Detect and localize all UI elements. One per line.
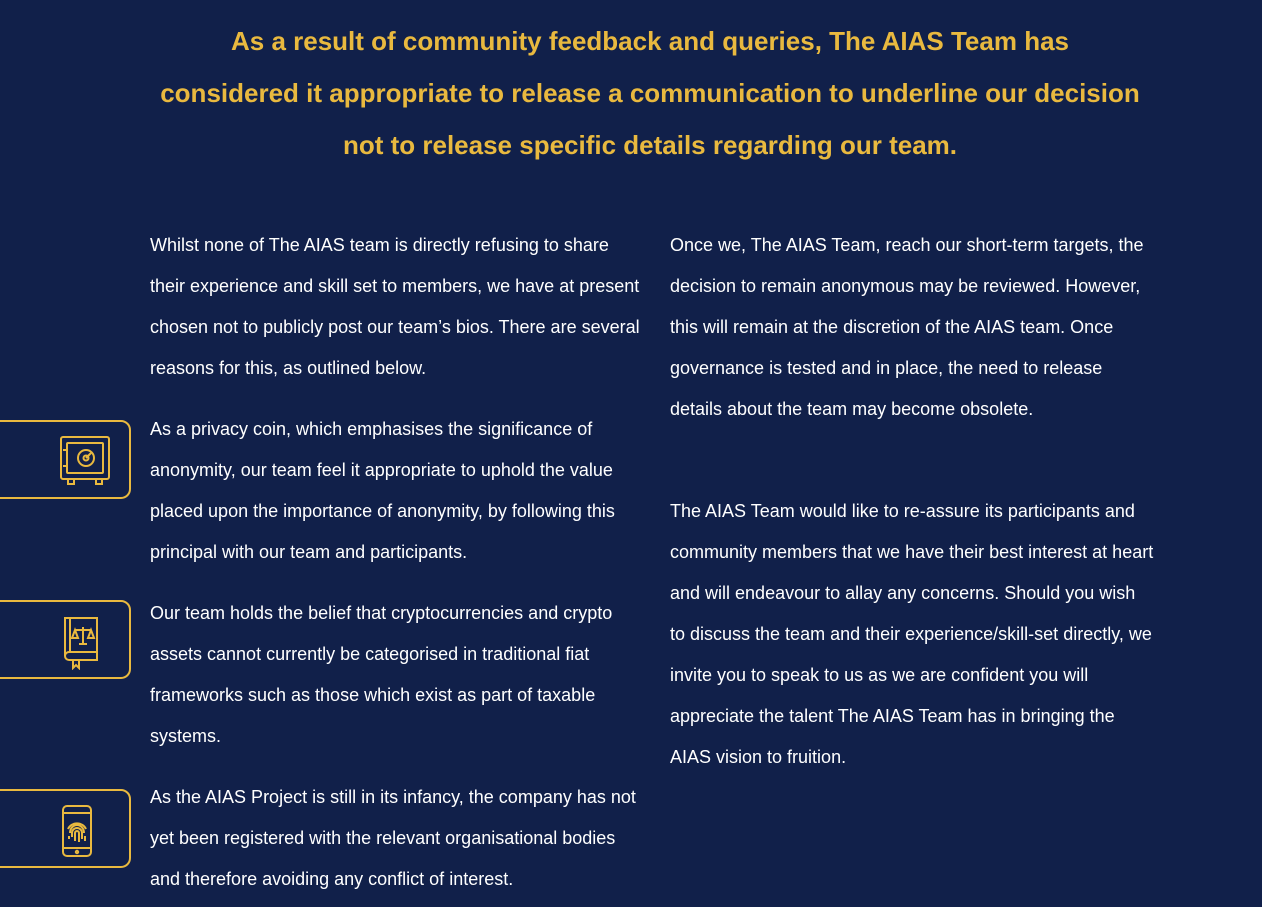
intro-paragraph: Whilst none of The AIAS team is directly refusing to share their experience and skill set to members, we have at present chosen not to publicly post our team’s bios. There are several reasons for this, as outlined below. — [150, 235, 640, 378]
reason-infancy: As the AIAS Project is still in its infancy, the company has not yet been registered with the relevant organisational bodies and therefore avoiding any conflict of interest. — [150, 787, 636, 889]
reason-privacy: As a privacy coin, which emphasises the significance of anonymity, our team feel it appropriate to uphold the value placed upon the importance of anonymity, by following this principal with our team and participants. — [150, 419, 615, 562]
safe-icon — [59, 434, 111, 488]
fingerprint-phone-icon — [59, 803, 95, 859]
safe-icon-box — [0, 420, 131, 499]
reassurance-paragraph: The AIAS Team would like to re-assure its participants and community members that we have their best interest at heart and will endeavour to allay any concerns. Should you wish to discuss the team and their experience/skill-set directly, we invite you to speak to us as we are confident you will appreciate the talent The AIAS Team has in bringing the AIAS vision to fruition. — [670, 501, 1154, 767]
reason-crypto-frameworks: Our team holds the belief that cryptocurrencies and crypto assets cannot currently be categorised in traditional fiat frameworks such as those which exist as part of taxable systems. — [150, 603, 613, 746]
law-book-icon-box — [0, 600, 131, 679]
anonymity-review-paragraph: Once we, The AIAS Team, reach our short-term targets, the decision to remain anonymous may be reviewed. However, this will remain at the discretion of the AIAS team. Once governance is tested and in place, the need to release details about the team may become obsolete. — [670, 235, 1144, 419]
page-headline: As a result of community feedback and queries, The AIAS Team has considered it appropriate to release a communication to underline our decision not to release specific details regarding our team. — [160, 26, 1140, 160]
fingerprint-phone-icon-box — [0, 789, 131, 868]
law-book-icon — [59, 614, 103, 670]
